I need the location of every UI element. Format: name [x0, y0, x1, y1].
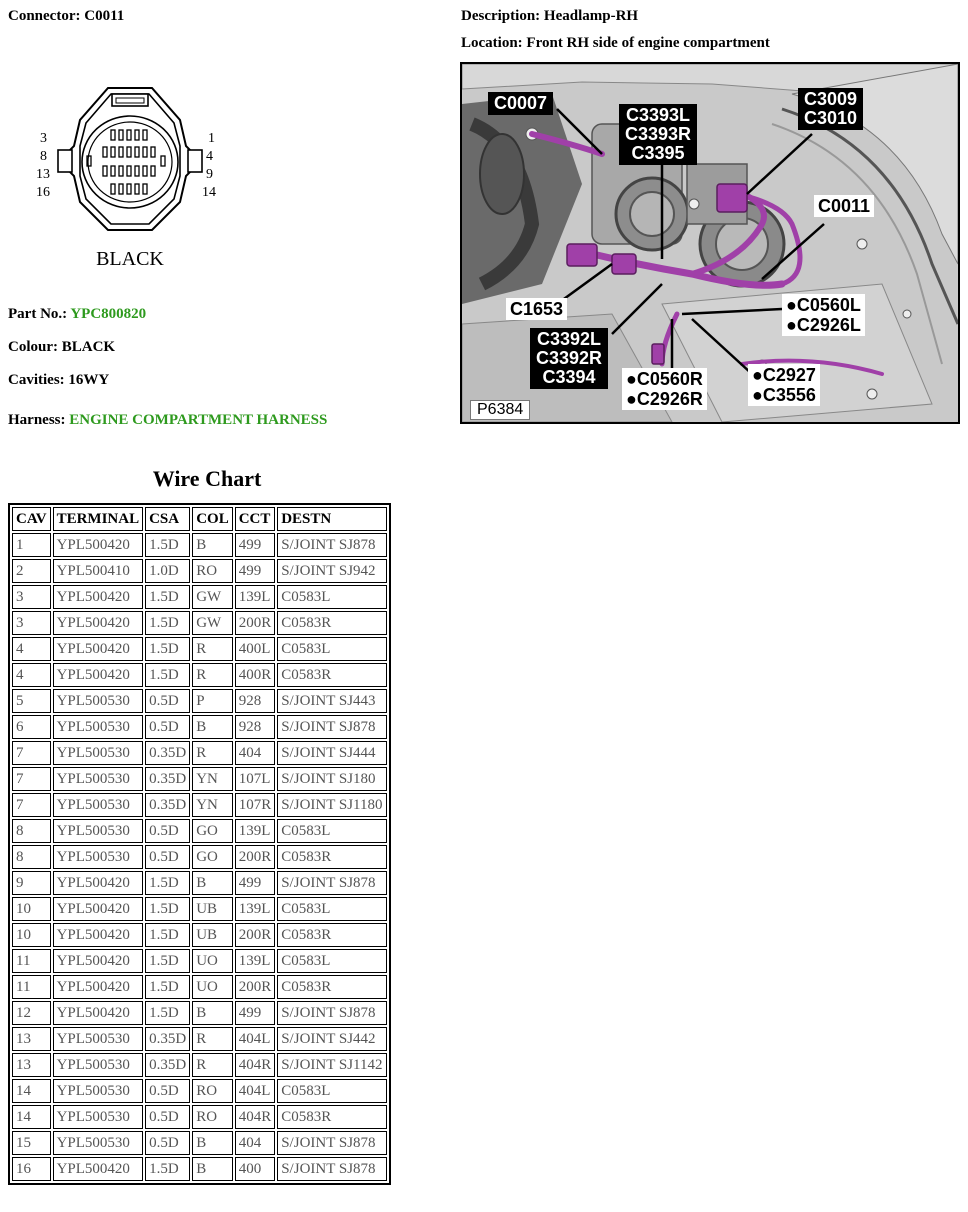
header-terminal: TERMINAL: [53, 507, 144, 531]
pin-label-16: 16: [36, 185, 50, 200]
description-value: Headlamp-RH: [543, 8, 639, 24]
cell-terminal: YPL500420: [53, 585, 144, 609]
harness-link[interactable]: ENGINE COMPARTMENT HARNESS: [69, 412, 328, 428]
cell-col: GO: [192, 845, 233, 869]
colour-value: BLACK: [61, 339, 116, 355]
wire-chart-header-row: [12, 507, 387, 531]
cell-col: P: [192, 689, 233, 713]
cell-col: B: [192, 533, 233, 557]
callout-c1653: C1653: [506, 298, 567, 320]
cell-terminal: YPL500420: [53, 637, 144, 661]
callout-c2927: ●C2927 ●C3556: [748, 364, 820, 406]
cell-col: R: [192, 1053, 233, 1077]
cell-terminal: YPL500420: [53, 533, 144, 557]
cell-csa: 1.5D: [145, 1001, 190, 1025]
cell-terminal: YPL500530: [53, 819, 144, 843]
cell-destn: C0583L: [277, 949, 386, 973]
table-row: [12, 533, 387, 557]
cell-col: YN: [192, 767, 233, 791]
cell-destn: C0583L: [277, 897, 386, 921]
cell-cav: 10: [12, 923, 51, 947]
cell-cct: 404: [235, 1131, 276, 1155]
cell-destn: S/JOINT SJ180: [277, 767, 386, 791]
cell-cav: 3: [12, 585, 51, 609]
cell-col: R: [192, 741, 233, 765]
pin-cavities: [87, 130, 165, 194]
cell-col: UO: [192, 975, 233, 999]
part-no-line: [8, 306, 146, 323]
colour-line: [8, 339, 115, 356]
table-row: [12, 1157, 387, 1181]
table-row: [12, 767, 387, 791]
cell-csa: 0.5D: [145, 715, 190, 739]
cell-cct: 400: [235, 1157, 276, 1181]
cell-destn: S/JOINT SJ1142: [277, 1053, 386, 1077]
cavities-label: Cavities:: [8, 372, 69, 388]
table-row: [12, 845, 387, 869]
cell-destn: C0583L: [277, 585, 386, 609]
cell-csa: 1.5D: [145, 949, 190, 973]
cell-destn: C0583R: [277, 975, 386, 999]
cell-destn: C0583R: [277, 1105, 386, 1129]
description-label: Description:: [461, 8, 544, 24]
cell-csa: 0.5D: [145, 819, 190, 843]
part-no-label: Part No.:: [8, 306, 71, 322]
header-destn: DESTN: [277, 507, 386, 531]
cell-cav: 14: [12, 1079, 51, 1103]
cell-destn: C0583L: [277, 637, 386, 661]
cell-cct: 404L: [235, 1079, 276, 1103]
cell-csa: 1.5D: [145, 923, 190, 947]
cell-col: B: [192, 1001, 233, 1025]
wire-chart-title: Wire Chart: [152, 466, 262, 491]
cell-terminal: YPL500420: [53, 897, 144, 921]
table-row: [12, 585, 387, 609]
pin-label-9: 9: [206, 167, 213, 182]
table-row: [12, 793, 387, 817]
location-photo: [460, 62, 960, 424]
cell-destn: C0583L: [277, 819, 386, 843]
cell-cct: 499: [235, 1001, 276, 1025]
cell-col: UB: [192, 923, 233, 947]
cell-destn: C0583L: [277, 1079, 386, 1103]
table-row: [12, 611, 387, 635]
cell-csa: 1.5D: [145, 897, 190, 921]
table-row: [12, 689, 387, 713]
cell-col: GW: [192, 611, 233, 635]
table-row: [12, 663, 387, 687]
cell-cct: 404: [235, 741, 276, 765]
cell-destn: C0583R: [277, 845, 386, 869]
table-row: [12, 923, 387, 947]
location-value: Front RH side of engine compartment: [526, 35, 770, 51]
cell-cav: 13: [12, 1027, 51, 1051]
table-row: [12, 715, 387, 739]
cell-terminal: YPL500420: [53, 923, 144, 947]
cell-csa: 0.35D: [145, 793, 190, 817]
cell-cct: 400R: [235, 663, 276, 687]
cell-cct: 499: [235, 533, 276, 557]
cell-csa: 1.5D: [145, 637, 190, 661]
cell-destn: C0583R: [277, 663, 386, 687]
cell-cav: 8: [12, 845, 51, 869]
table-row: [12, 819, 387, 843]
cell-col: RO: [192, 1079, 233, 1103]
cell-csa: 1.5D: [145, 975, 190, 999]
cell-terminal: YPL500420: [53, 1157, 144, 1181]
cell-cct: 200R: [235, 845, 276, 869]
cell-col: RO: [192, 1105, 233, 1129]
connector-colour-text: BLACK: [96, 248, 164, 270]
table-row: [12, 1131, 387, 1155]
cell-terminal: YPL500530: [53, 741, 144, 765]
cell-cct: 400L: [235, 637, 276, 661]
cell-cct: 404L: [235, 1027, 276, 1051]
colour-label: Colour:: [8, 339, 62, 355]
header-cav: CAV: [12, 507, 51, 531]
cell-cav: 2: [12, 559, 51, 583]
cell-csa: 0.35D: [145, 767, 190, 791]
cell-terminal: YPL500530: [53, 845, 144, 869]
cell-cct: 404R: [235, 1105, 276, 1129]
connector-id: C0011: [84, 8, 125, 24]
cell-csa: 0.35D: [145, 741, 190, 765]
cell-cav: 15: [12, 1131, 51, 1155]
cell-destn: C0583R: [277, 923, 386, 947]
cell-destn: S/JOINT SJ878: [277, 871, 386, 895]
location-heading: [461, 35, 770, 52]
cell-csa: 0.35D: [145, 1027, 190, 1051]
cell-cct: 139L: [235, 897, 276, 921]
cell-cct: 107L: [235, 767, 276, 791]
cell-destn: S/JOINT SJ878: [277, 533, 386, 557]
cell-csa: 0.5D: [145, 845, 190, 869]
cell-col: UO: [192, 949, 233, 973]
cell-csa: 0.5D: [145, 1105, 190, 1129]
cell-terminal: YPL500530: [53, 793, 144, 817]
cell-terminal: YPL500530: [53, 1131, 144, 1155]
cell-terminal: YPL500420: [53, 975, 144, 999]
connector-face-diagram: [30, 80, 230, 270]
cell-terminal: YPL500530: [53, 715, 144, 739]
table-row: [12, 871, 387, 895]
wire-chart-table: [8, 503, 391, 1185]
table-row: [12, 559, 387, 583]
harness-label: Harness:: [8, 412, 70, 428]
cell-destn: S/JOINT SJ878: [277, 1157, 386, 1181]
cell-col: YN: [192, 793, 233, 817]
cell-csa: 0.35D: [145, 1053, 190, 1077]
cell-col: R: [192, 637, 233, 661]
table-row: [12, 1105, 387, 1129]
cell-destn: S/JOINT SJ443: [277, 689, 386, 713]
cell-cav: 13: [12, 1053, 51, 1077]
description-heading: [461, 8, 638, 25]
table-row: [12, 897, 387, 921]
header-csa: CSA: [145, 507, 190, 531]
cell-csa: 1.5D: [145, 585, 190, 609]
cavities-value: 16WY: [68, 372, 110, 388]
cell-destn: S/JOINT SJ1180: [277, 793, 386, 817]
cell-terminal: YPL500530: [53, 767, 144, 791]
cell-terminal: YPL500530: [53, 1027, 144, 1051]
cell-csa: 0.5D: [145, 1079, 190, 1103]
cell-cct: 928: [235, 689, 276, 713]
callout-c3009: C3009 C3010: [798, 88, 863, 130]
table-row: [12, 741, 387, 765]
callout-c3392: C3392L C3392R C3394: [530, 328, 608, 389]
pin-label-4: 4: [206, 149, 213, 164]
cell-cct: 107R: [235, 793, 276, 817]
cell-cav: 4: [12, 637, 51, 661]
cell-cct: 200R: [235, 611, 276, 635]
cell-csa: 0.5D: [145, 689, 190, 713]
cell-cct: 499: [235, 559, 276, 583]
table-row: [12, 1079, 387, 1103]
table-row: [12, 637, 387, 661]
cell-col: B: [192, 1157, 233, 1181]
cell-terminal: YPL500420: [53, 949, 144, 973]
cell-terminal: YPL500420: [53, 871, 144, 895]
cell-cav: 16: [12, 1157, 51, 1181]
table-row: [12, 1027, 387, 1051]
cell-csa: 1.5D: [145, 663, 190, 687]
cell-terminal: YPL500410: [53, 559, 144, 583]
callout-c0011: C0011: [814, 195, 874, 217]
harness-line: [8, 412, 327, 429]
right-key: [188, 150, 202, 172]
cell-cav: 5: [12, 689, 51, 713]
cell-csa: 0.5D: [145, 1131, 190, 1155]
table-row: [12, 1001, 387, 1025]
cell-col: B: [192, 1131, 233, 1155]
location-label: Location:: [461, 35, 527, 51]
cell-terminal: YPL500420: [53, 663, 144, 687]
table-row: [12, 1053, 387, 1077]
cell-destn: C0583R: [277, 611, 386, 635]
latch-tab: [112, 94, 148, 106]
cell-terminal: YPL500420: [53, 1001, 144, 1025]
cell-col: GW: [192, 585, 233, 609]
cavities-line: [8, 372, 109, 389]
cell-col: RO: [192, 559, 233, 583]
connector-label: Connector:: [8, 8, 85, 24]
pin-label-8: 8: [40, 149, 47, 164]
cell-cct: 499: [235, 871, 276, 895]
cell-cct: 139L: [235, 585, 276, 609]
cell-csa: 1.5D: [145, 533, 190, 557]
cell-col: UB: [192, 897, 233, 921]
pin-label-3: 3: [40, 131, 47, 146]
header-col: COL: [192, 507, 233, 531]
cell-terminal: YPL500530: [53, 1053, 144, 1077]
pin-label-1: 1: [208, 131, 215, 146]
cell-cct: 404R: [235, 1053, 276, 1077]
pin-label-13: 13: [36, 167, 50, 182]
cell-col: R: [192, 1027, 233, 1051]
cell-destn: S/JOINT SJ878: [277, 1001, 386, 1025]
cell-destn: S/JOINT SJ442: [277, 1027, 386, 1051]
cell-cct: 928: [235, 715, 276, 739]
cell-terminal: YPL500530: [53, 1079, 144, 1103]
cell-csa: 1.0D: [145, 559, 190, 583]
cell-cct: 200R: [235, 923, 276, 947]
cell-terminal: YPL500530: [53, 689, 144, 713]
cell-csa: 1.5D: [145, 611, 190, 635]
wire-chart-body: [12, 533, 387, 1181]
cell-col: GO: [192, 819, 233, 843]
cell-cct: 200R: [235, 975, 276, 999]
cell-cav: 11: [12, 975, 51, 999]
table-row: [12, 949, 387, 973]
connector-heading: [8, 8, 124, 25]
cell-cav: 9: [12, 871, 51, 895]
cell-csa: 1.5D: [145, 1157, 190, 1181]
cell-cav: 6: [12, 715, 51, 739]
face-inner-ring: [88, 122, 172, 202]
cell-cav: 4: [12, 663, 51, 687]
cell-cav: 11: [12, 949, 51, 973]
left-key: [58, 150, 72, 172]
cell-cav: 1: [12, 533, 51, 557]
cell-csa: 1.5D: [145, 871, 190, 895]
cell-destn: S/JOINT SJ942: [277, 559, 386, 583]
header-cct: CCT: [235, 507, 276, 531]
cell-cav: 14: [12, 1105, 51, 1129]
cell-destn: S/JOINT SJ878: [277, 715, 386, 739]
cell-destn: S/JOINT SJ444: [277, 741, 386, 765]
table-row: [12, 975, 387, 999]
cell-col: B: [192, 715, 233, 739]
cell-cav: 8: [12, 819, 51, 843]
part-no-link[interactable]: YPC800820: [70, 306, 147, 322]
cell-cav: 12: [12, 1001, 51, 1025]
cell-cct: 139L: [235, 949, 276, 973]
cell-col: B: [192, 871, 233, 895]
cell-cav: 7: [12, 767, 51, 791]
cell-terminal: YPL500420: [53, 611, 144, 635]
cell-cav: 7: [12, 793, 51, 817]
callout-c0560r: ●C0560R ●C2926R: [622, 368, 707, 410]
cell-cct: 139L: [235, 819, 276, 843]
cell-cav: 7: [12, 741, 51, 765]
cell-cav: 10: [12, 897, 51, 921]
cell-terminal: YPL500530: [53, 1105, 144, 1129]
cell-cav: 3: [12, 611, 51, 635]
cell-col: R: [192, 663, 233, 687]
pin-label-14: 14: [202, 185, 216, 200]
cell-destn: S/JOINT SJ878: [277, 1131, 386, 1155]
callout-c0007: C0007: [488, 92, 553, 115]
callout-c0560l: ●C0560L ●C2926L: [782, 294, 865, 336]
photo-id-label: P6384: [470, 400, 530, 420]
callout-c3393: C3393L C3393R C3395: [619, 104, 697, 165]
